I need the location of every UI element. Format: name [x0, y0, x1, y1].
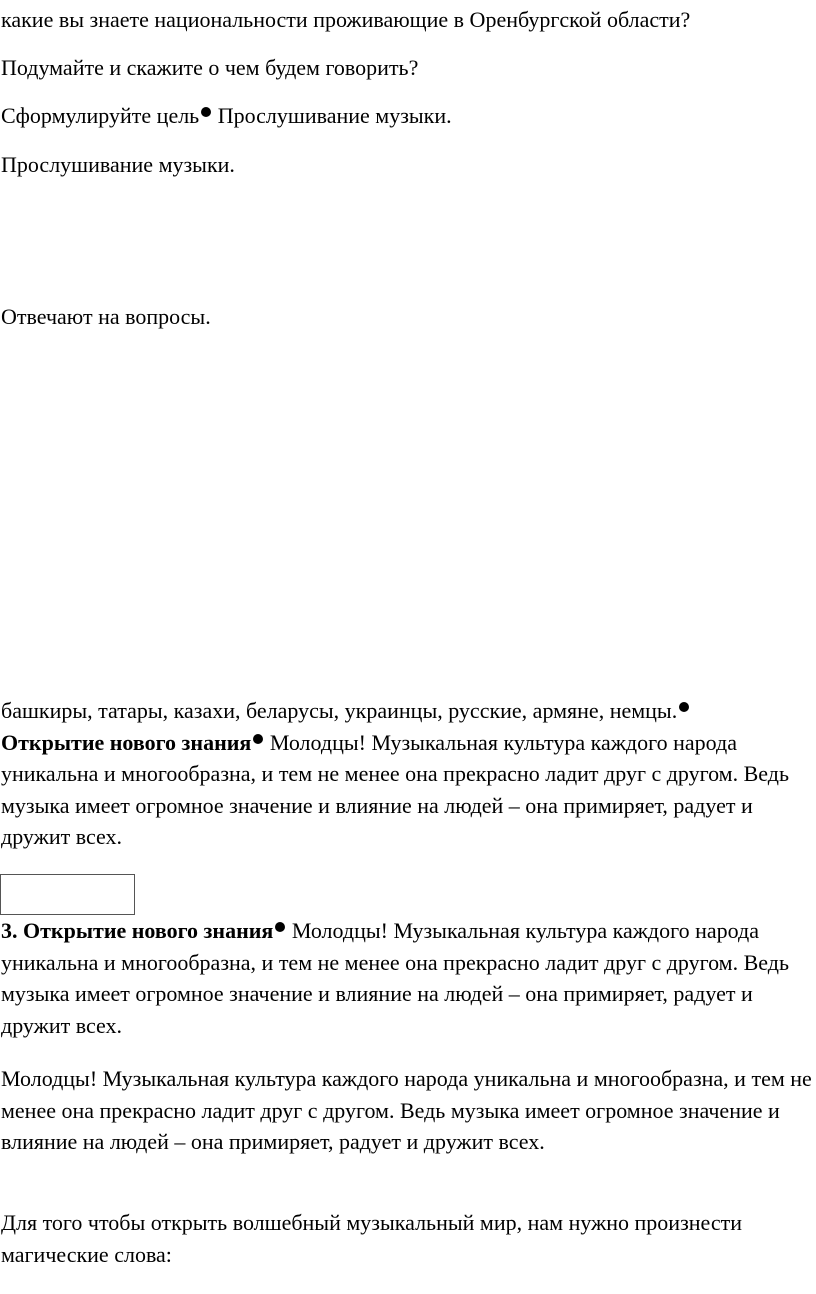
bullet-icon [201, 107, 211, 117]
bullet-icon [679, 702, 689, 712]
listening-line: Прослушивание музыки. [1, 152, 235, 177]
answer-questions-line: Отвечают на вопросы. [1, 304, 211, 329]
nationalities-list: башкиры, татары, казахи, беларусы, украинцы, русские, армяне, немцы. [1, 698, 678, 723]
prompt-think-and-say: Подумайте и скажите о чем будем говорить? [1, 55, 419, 80]
new-knowledge-text: Молодцы! Музыкальная культура каждого народа уникальна и многообразна, и тем не менее она прекрасно ладит друг с другом. Ведь музыка имеет огромное значение и влияние на людей – она примиряет, радует и дружит всех. [1, 729, 789, 849]
nationalities-paragraph [1, 695, 816, 853]
bullet-icon [253, 734, 263, 744]
listening-text-inline: Прослушивание музыки. [217, 103, 452, 128]
bullet-icon [275, 922, 285, 932]
magic-words-paragraph: Для того чтобы открыть волшебный музыкальный мир, нам нужно произнести магические слова: [1, 1210, 742, 1267]
formulate-goal-text: Сформулируйте цель [1, 103, 200, 128]
new-knowledge-heading: Открытие нового знания [1, 729, 252, 755]
empty-table-cell [0, 874, 135, 915]
section-3-paragraph [1, 915, 816, 1041]
section-3-text: Молодцы! Музыкальная культура каждого народа уникальна и многообразна, и тем не менее она прекрасно ладит друг с другом. Ведь музыка имеет огромное значение и влияние на людей – она примиряет, радует и дружит всех. [1, 918, 789, 1038]
praise-paragraph: Молодцы! Музыкальная культура каждого народа уникальна и многообразна, и тем не менее она прекрасно ладит друг с другом. Ведь музыка имеет огромное значение и влияние на людей – она примиряет, радует и дружит всех. [1, 1066, 812, 1154]
question-nationalities: какие вы знаете национальности проживающие в Оренбургской области? [1, 7, 691, 32]
goal-line [1, 101, 452, 131]
section-3-heading: 3. Открытие нового знания [1, 918, 274, 943]
